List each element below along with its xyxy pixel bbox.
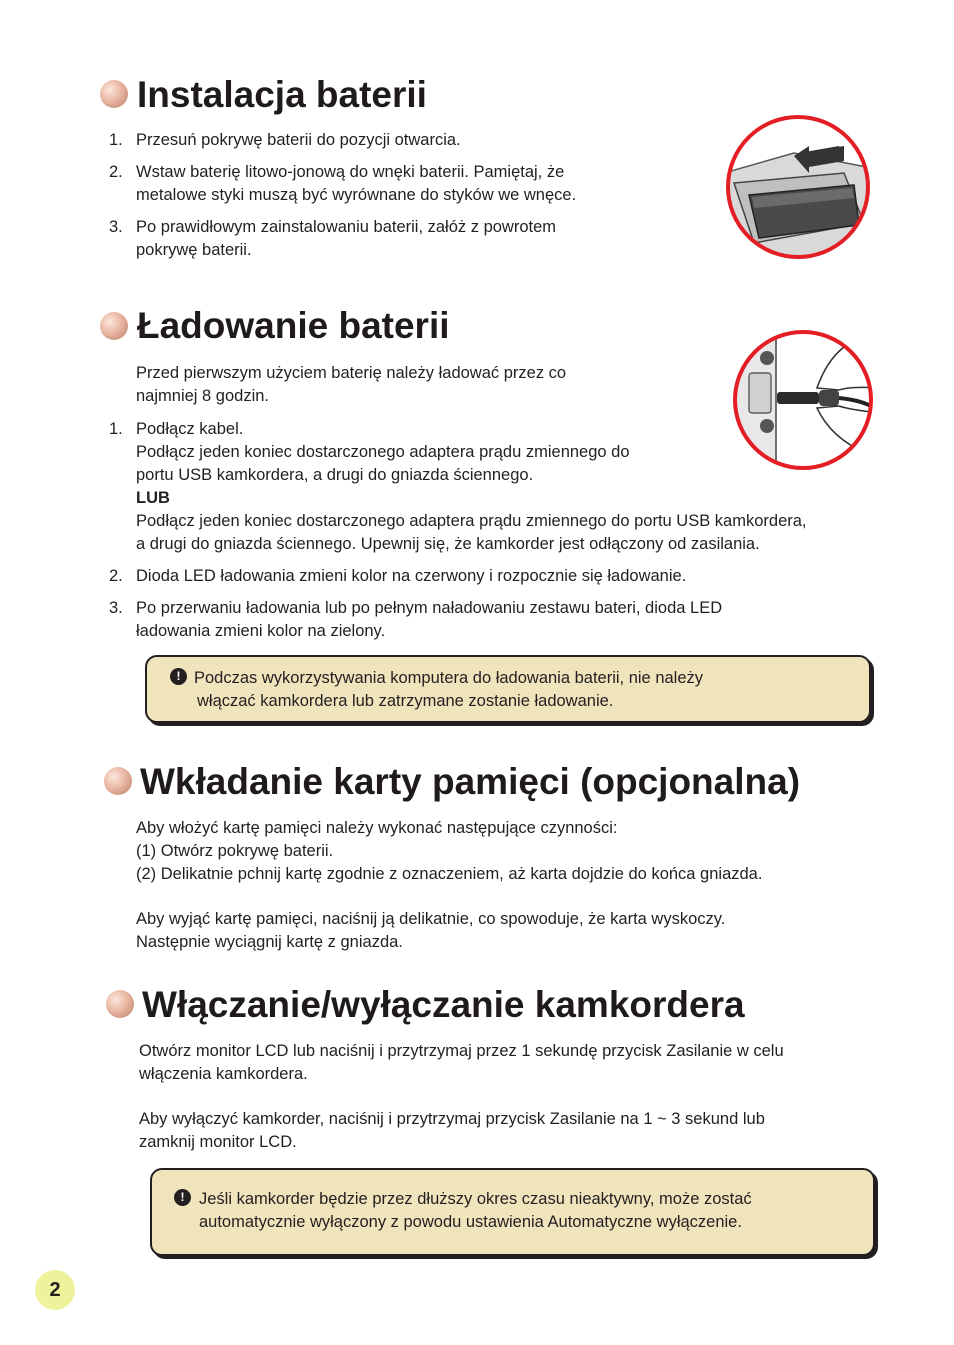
section-title-memory-card: Wkładanie karty pamięci (opcjonalna) bbox=[140, 761, 801, 802]
note-text: Jeśli kamkorder będzie przez dłuższy okres czasu nieaktywny, może zostać bbox=[199, 1190, 752, 1208]
section-bullet-icon bbox=[100, 80, 128, 108]
body-text: Aby włożyć kartę pamięci należy wykonać następujące czynności: bbox=[136, 819, 618, 837]
step-text: Po prawidłowym zainstalowaniu baterii, załóż z powrotem bbox=[136, 218, 557, 236]
section-title-battery-charging: Ładowanie baterii bbox=[137, 305, 450, 346]
step-text: Podłącz jeden koniec dostarczonego adaptera prądu zmiennego do portu USB kamkordera, bbox=[136, 512, 807, 530]
step-number: 1. bbox=[109, 420, 123, 438]
step-text: portu USB kamkordera, a drugi do gniazda ściennego. bbox=[136, 466, 534, 484]
page-number-badge: 2 bbox=[35, 1270, 75, 1310]
step-text: Przesuń pokrywę baterii do pozycji otwarcia. bbox=[136, 131, 461, 149]
body-text: Aby wyłączyć kamkorder, naciśnij i przytrzymaj przycisk Zasilanie na 1 ~ 3 sekund lub bbox=[139, 1110, 765, 1128]
step-number: 3. bbox=[109, 218, 123, 236]
intro-text: Przed pierwszym użyciem baterię należy ładować przez co bbox=[136, 364, 567, 382]
note-text: automatycznie wyłączony z powodu ustawienia Automatyczne wyłączenie. bbox=[199, 1213, 742, 1231]
body-text: włączenia kamkordera. bbox=[139, 1065, 308, 1083]
section-title-power: Włączanie/wyłączanie kamkordera bbox=[142, 984, 745, 1025]
body-text: Aby wyjąć kartę pamięci, naciśnij ją delikatnie, co spowoduje, że karta wyskoczy. bbox=[136, 910, 726, 928]
or-label: LUB bbox=[136, 489, 170, 507]
step-text: Podłącz kabel. bbox=[136, 420, 244, 438]
body-text: Otwórz monitor LCD lub naciśnij i przytrzymaj przez 1 sekundę przycisk Zasilanie w celu bbox=[139, 1042, 784, 1060]
step-text: metalowe styki muszą być wyrównane do styków we wnęce. bbox=[136, 186, 577, 204]
step-text: ładowania zmieni kolor na zielony. bbox=[136, 622, 386, 640]
usb-cable-illustration bbox=[731, 328, 875, 472]
intro-text: najmniej 8 godzin. bbox=[136, 387, 269, 405]
step-number: 2. bbox=[109, 163, 123, 181]
warning-icon: ! bbox=[174, 1189, 191, 1206]
step-text: a drugi do gniazda ściennego. Upewnij się, że kamkorder jest odłączony od zasilania. bbox=[136, 535, 760, 553]
section-bullet-icon bbox=[106, 990, 134, 1018]
body-text: (2) Delikatnie pchnij kartę zgodnie z oznaczeniem, aż karta dojdzie do końca gniazda. bbox=[136, 865, 763, 883]
note-text: Podczas wykorzystywania komputera do ładowania baterii, nie należy bbox=[194, 669, 704, 687]
step-text: Podłącz jeden koniec dostarczonego adaptera prądu zmiennego do bbox=[136, 443, 630, 461]
step-text: Po przerwaniu ładowania lub po pełnym naładowaniu zestawu bateri, dioda LED bbox=[136, 599, 723, 617]
warning-icon: ! bbox=[170, 668, 187, 685]
step-text: pokrywę baterii. bbox=[136, 241, 252, 259]
section-bullet-icon bbox=[104, 767, 132, 795]
step-text: Wstaw baterię litowo-jonową do wnęki baterii. Pamiętaj, że bbox=[136, 163, 565, 181]
note-text: włączać kamkordera lub zatrzymane zostanie ładowanie. bbox=[197, 692, 614, 710]
body-text: (1) Otwórz pokrywę baterii. bbox=[136, 842, 334, 860]
step-number: 1. bbox=[109, 131, 123, 149]
body-text: Następnie wyciągnij kartę z gniazda. bbox=[136, 933, 403, 951]
section-title-battery-install: Instalacja baterii bbox=[137, 74, 427, 115]
step-number: 3. bbox=[109, 599, 123, 617]
step-text: Dioda LED ładowania zmieni kolor na czerwony i rozpocznie się ładowanie. bbox=[136, 567, 687, 585]
step-number: 2. bbox=[109, 567, 123, 585]
section-bullet-icon bbox=[100, 312, 128, 340]
battery-insert-illustration bbox=[724, 113, 872, 261]
body-text: zamknij monitor LCD. bbox=[139, 1133, 297, 1151]
